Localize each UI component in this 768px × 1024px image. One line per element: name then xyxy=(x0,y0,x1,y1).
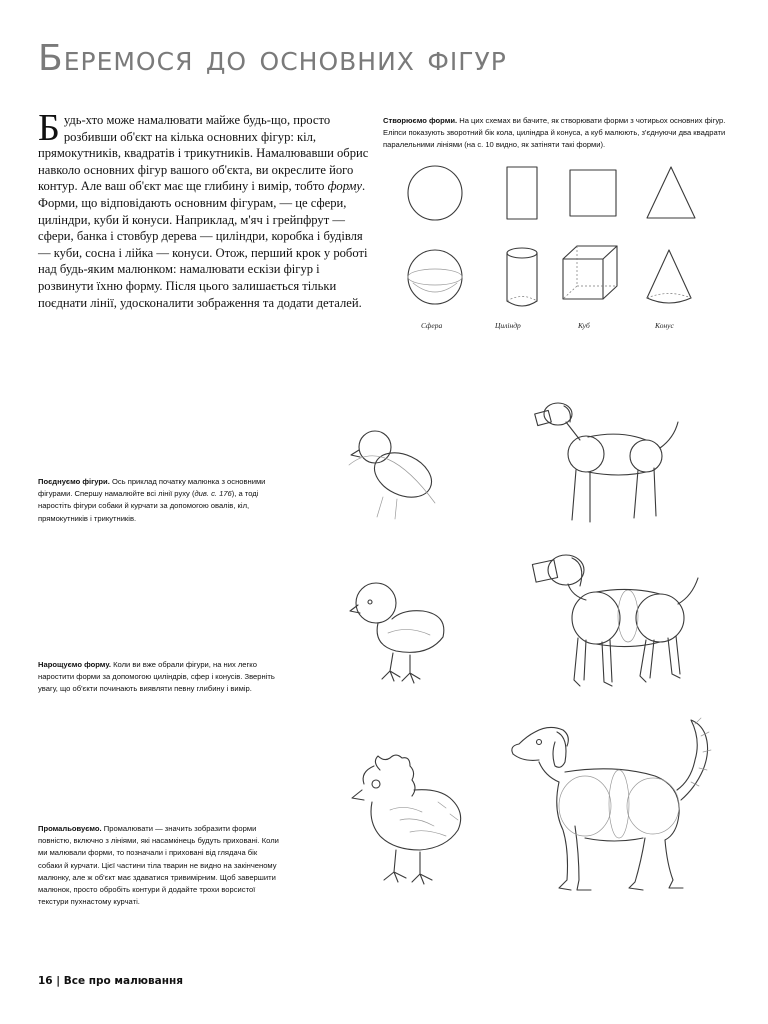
caption-combine-text-1: Ось приклад початку малюнка з основними фігурами. Спершу намалюйте всі лінії руху ( xyxy=(38,477,266,499)
intro-text-1: удь-хто може намалювати майже будь-що, просто розбивши об'єкт на кілька основних фігур: кіл, прямокутників, квадратів і трикутників. Намалювавши обрис навколо основних фігур вашого об'єкта, ви окреслите його контур. Але ваш об'єкт має ще глибину і вимір, тобто xyxy=(38,113,369,194)
caption-combine-text-2: ), а тоді наростіть фігури собаки й курчати за допомогою овалів, кіл, прямокутників і трикутників. xyxy=(38,489,259,523)
chick-forms-sketch xyxy=(348,575,468,695)
caption-final-text: Промалювати — значить зобразити форми повністю, включно з лініями, які насамкінець будуть приховані. Коли ми малювали форми, то позначали і приховані від глядача бік собаки й курчати. Цієї частини тіла тварин не видно на закінченому малюнку, але ж об'єкт має здаватися тривимірним. Щоб завершити малюнок, просто обробіть контури й додайте трохи ворсистої текстури пухнастому курчаті. xyxy=(38,824,279,907)
cube-form xyxy=(563,246,617,299)
caption-build xyxy=(38,659,283,696)
dog-forms-sketch xyxy=(528,540,708,700)
cylinder-form xyxy=(507,248,537,306)
caption-combine-ref: див. с. 176 xyxy=(194,489,232,499)
page-title: Беремося до основних фігур xyxy=(38,38,507,79)
label-cube: Куб xyxy=(578,321,590,330)
caption-final-heading: Промальовуємо. xyxy=(38,824,102,833)
chick-shapes-sketch xyxy=(345,425,445,525)
sphere-form xyxy=(408,250,462,304)
dog-final-sketch xyxy=(505,710,720,910)
intro-paragraph xyxy=(38,107,378,311)
label-cone: Конус xyxy=(655,321,674,330)
square-shape xyxy=(570,170,616,216)
drop-cap: Б xyxy=(38,107,60,149)
circle-shape xyxy=(408,166,462,220)
caption-shapes-heading: Створюємо форми. xyxy=(383,116,458,125)
triangle-shape xyxy=(647,167,695,218)
dog-shapes-sketch xyxy=(528,392,688,542)
label-sphere: Сфера xyxy=(421,321,443,330)
chick-final-sketch xyxy=(350,750,480,900)
caption-combine-heading: Поєднуємо фігури. xyxy=(38,477,110,486)
intro-emphasis: форму xyxy=(327,179,362,194)
intro-text-2: . Форми, що відповідають основним фігурам, — це сфери, циліндри, куби й конуси. Наприклад, м'яч і грейпфрут — сфери, банка і стовбур дерева — циліндри, коробка і будівля — куби, сосна і лійка — конуси. Отож, перший крок у роботі над будь-яким малюнком: намалювати ескізи фігур і розвинути їхню форму. Після цього залишається тільки поєднати лінії, удосконалити зображення та додати деталей. xyxy=(38,179,368,310)
basic-shapes-diagram xyxy=(395,155,740,345)
caption-combine xyxy=(38,476,283,525)
rectangle-shape xyxy=(507,167,537,219)
caption-final xyxy=(38,823,283,908)
caption-shapes-text: На цих схемах ви бачите, як створювати форми з чотирьох основних фігур. Еліпси показують зворотний бік кола, циліндра й конуса, а куб малюють, з'єднуючи два квадрати паралельними лініями (на с. 10 видно, як затіняти такі форми). xyxy=(383,116,726,150)
caption-shapes xyxy=(383,115,733,152)
caption-build-heading: Нарощуємо форму. xyxy=(38,660,111,669)
cone-form xyxy=(647,250,691,303)
caption-build-text: Коли ви вже обрали фігури, на них легко наростити форми за допомогою циліндрів, сфер і конусів. Зверніть увагу, що об'єкти починають виявляти певну глибину і вимір. xyxy=(38,660,275,694)
label-cylinder: Циліндр xyxy=(495,321,521,330)
page-footer: 16 | Все про малювання xyxy=(38,975,183,987)
